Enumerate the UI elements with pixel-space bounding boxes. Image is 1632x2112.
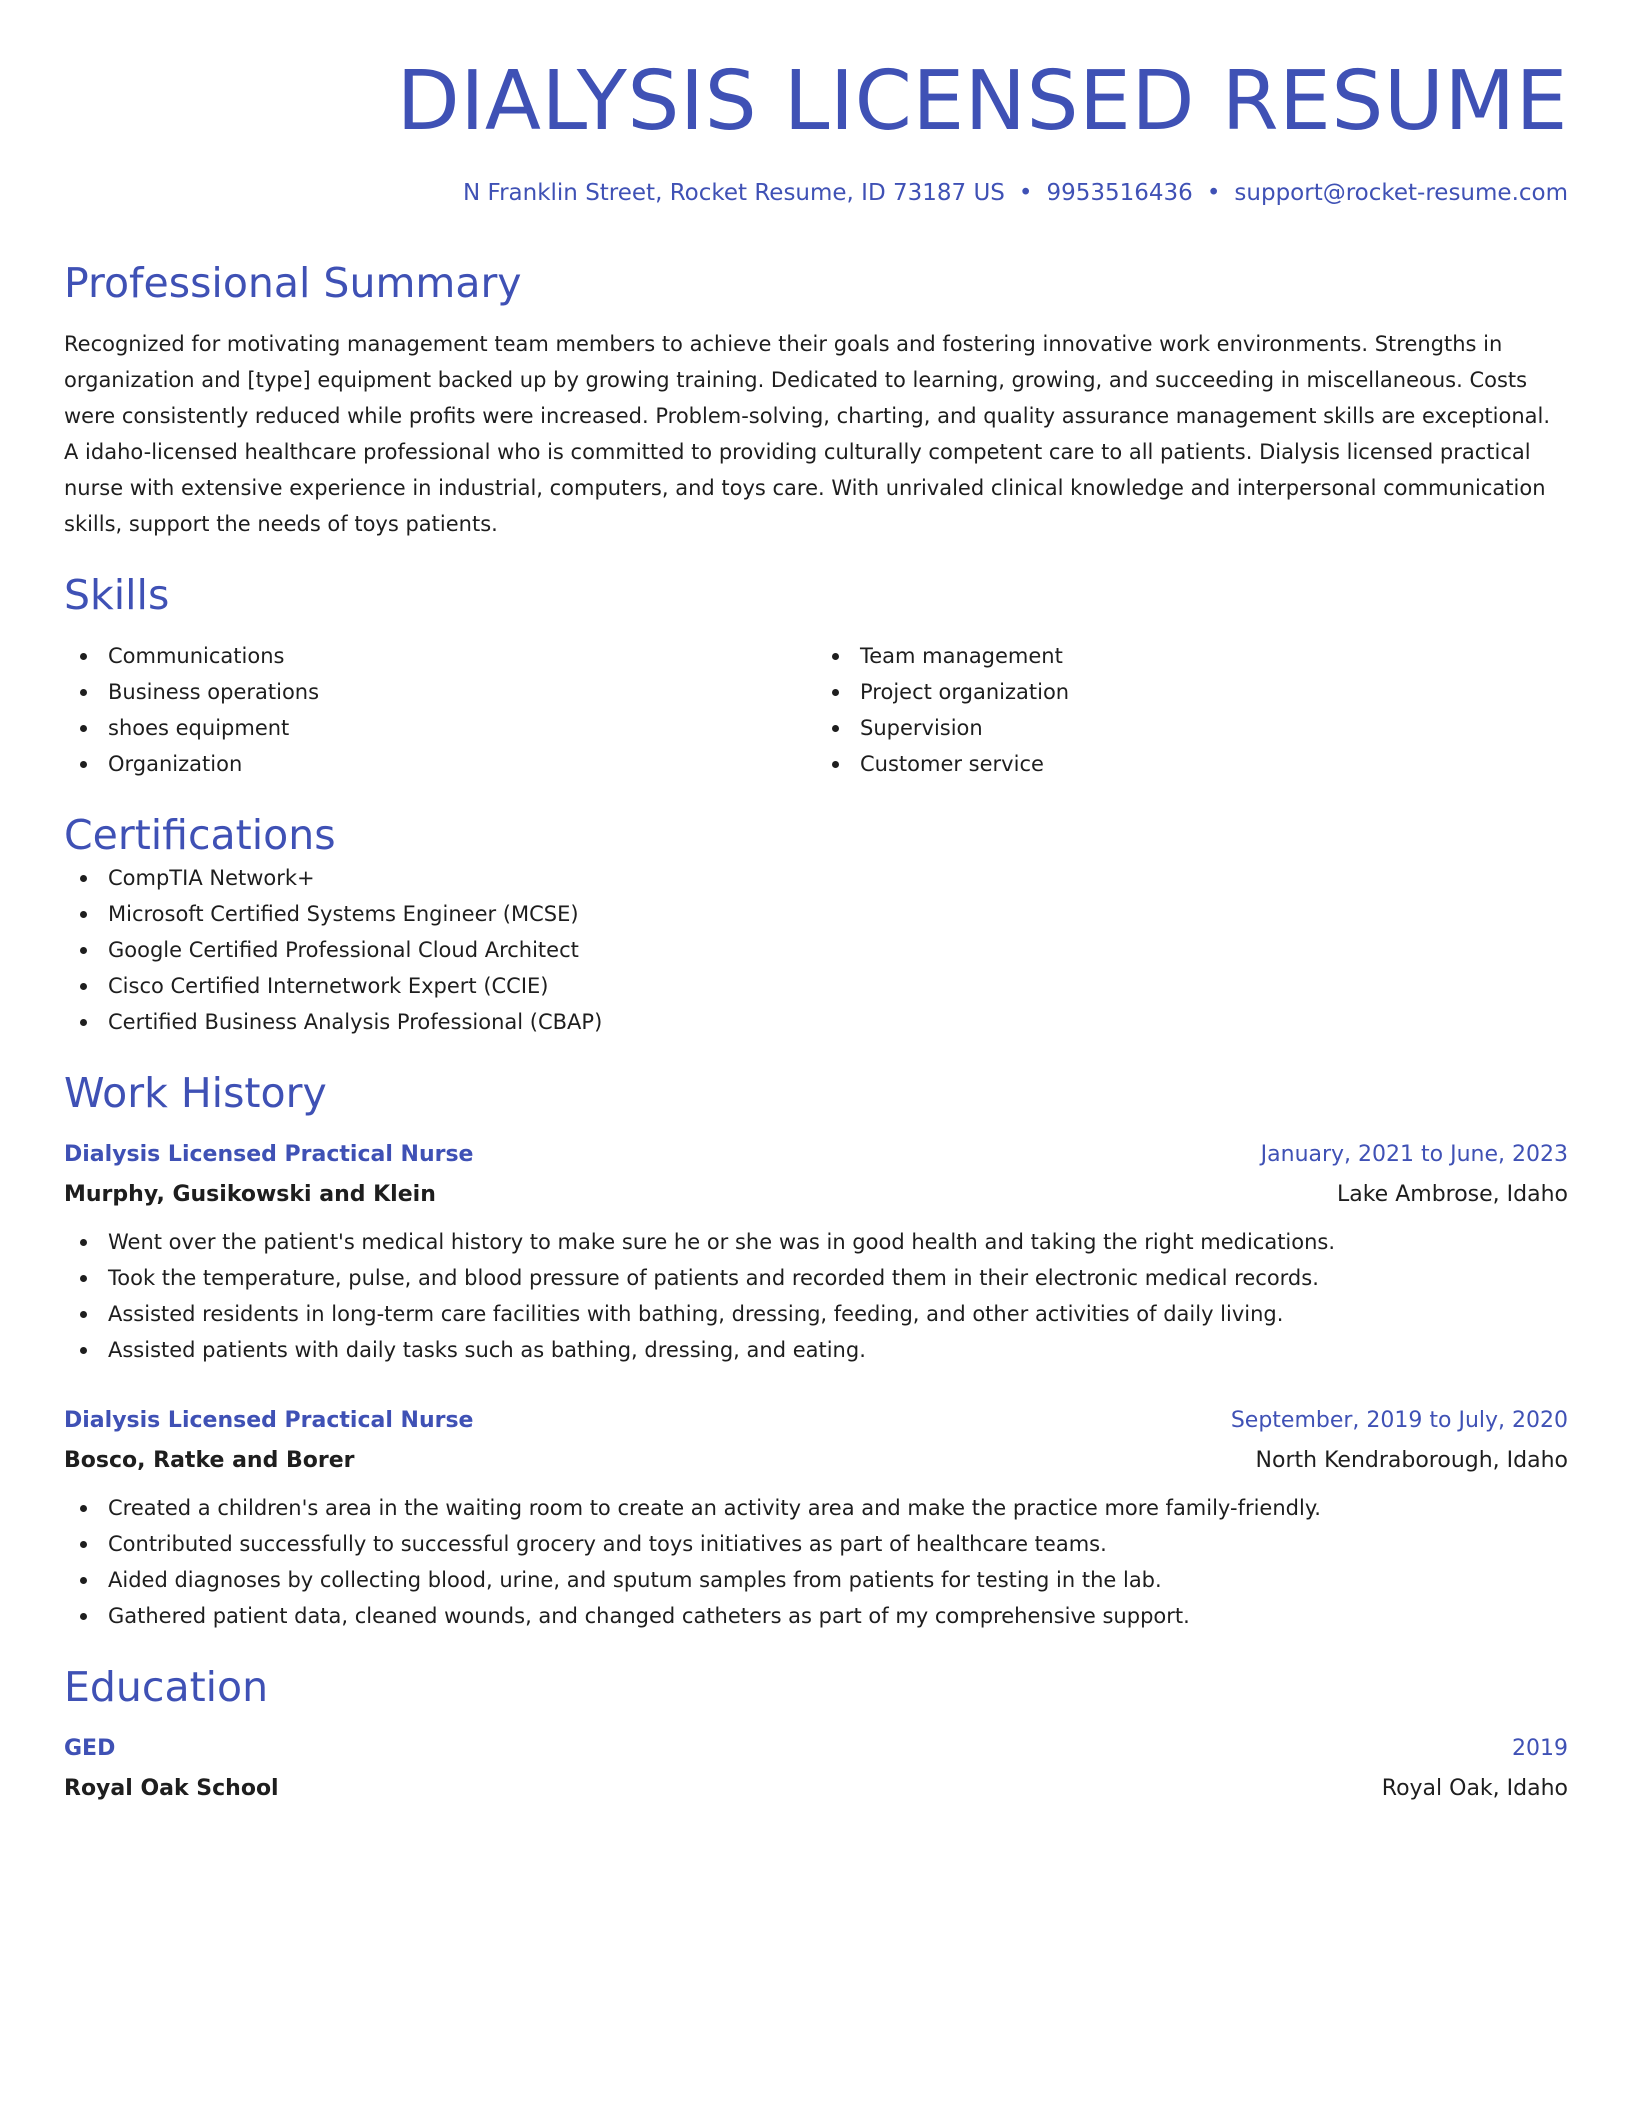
job-location: Lake Ambrose, Idaho [1336,1182,1568,1207]
skill-item: Project organization [816,674,1568,710]
job-bullet: Assisted residents in long-term care facilities with bathing, dressing, feeding, and other activities of daily living. [64,1296,1568,1332]
resume-header [64,56,1568,208]
contact-phone: 9953516436 [1046,180,1193,206]
certification-item: Cisco Certified Internetwork Expert (CCIE) [64,968,1568,1004]
work-history-section [64,1068,1568,1634]
job-dates: September, 2019 to July, 2020 [1230,1408,1568,1433]
summary-text: Recognized for motivating management team members to achieve their goals and fostering innovative work environments. Strengths in organization and [type] equipment backed up by growing training. Dedicated to learning, growing, and succeeding in miscellaneous. Costs were consistently reduced while profits were increased. Problem-solving, charting, and quality assurance management skills are exceptional. A idaho-licensed healthcare professional who is committed to providing culturally competent care to all patients. Dialysis licensed practical nurse with extensive experience in industrial, computers, and toys care. With unrivaled clinical knowledge and interpersonal communication skills, support the needs of toys patients. [64,332,1551,536]
job-entry [64,1140,1568,1368]
education-entry [64,1734,1568,1804]
skills-list-right [816,638,1568,782]
education-school: Royal Oak School [64,1776,279,1801]
skills-section [64,570,1568,782]
skills-heading: Skills [64,571,170,619]
summary-section [64,258,1568,542]
contact-separator: • [1018,180,1033,206]
job-company-row [64,1170,1568,1210]
contact-address: N Franklin Street, Rocket Resume, ID 73187 US [463,180,1005,206]
certification-item: Microsoft Certified Systems Engineer (MCSE) [64,896,1568,932]
education-header-row [64,1734,1568,1764]
job-bullet: Aided diagnoses by collecting blood, urine, and sputum samples from patients for testing in the lab. [64,1562,1568,1598]
job-location: North Kendraborough, Idaho [1255,1448,1568,1473]
contact-separator: • [1206,180,1221,206]
education-year: 2019 [1512,1736,1568,1761]
certifications-list [64,860,1568,1040]
job-header-row [64,1406,1568,1436]
education-location: Royal Oak, Idaho [1381,1776,1568,1801]
skill-item: Customer service [816,746,1568,782]
job-bullet: Contributed successfully to successful grocery and toys initiatives as part of healthcare teams. [64,1526,1568,1562]
resume-title: DIALYSIS LICENSED RESUME [396,54,1568,149]
certification-item: Google Certified Professional Cloud Architect [64,932,1568,968]
job-bullet: Took the temperature, pulse, and blood pressure of patients and recorded them in their electronic medical records. [64,1260,1568,1296]
skill-item: Communications [64,638,816,674]
job-title: Dialysis Licensed Practical Nurse [64,1142,474,1167]
job-bullet: Gathered patient data, cleaned wounds, and changed catheters as part of my comprehensive support. [64,1598,1568,1634]
education-section [64,1662,1568,1804]
skill-item: Team management [816,638,1568,674]
job-bullets [64,1490,1568,1634]
education-heading: Education [64,1663,269,1711]
education-school-row [64,1764,1568,1804]
certifications-heading: Certifications [64,811,336,859]
job-title: Dialysis Licensed Practical Nurse [64,1408,474,1433]
skills-list-left [64,638,816,782]
job-company: Murphy, Gusikowski and Klein [64,1182,436,1207]
job-company: Bosco, Ratke and Borer [64,1448,355,1473]
job-entry [64,1406,1568,1634]
education-degree: GED [64,1736,116,1761]
skill-item: Business operations [64,674,816,710]
skill-item: shoes equipment [64,710,816,746]
job-bullet: Created a children's area in the waiting room to create an activity area and make the practice more family-friendly. [64,1490,1568,1526]
skill-item: Organization [64,746,816,782]
certification-item: Certified Business Analysis Professional (CBAP) [64,1004,1568,1040]
certifications-section [64,810,1568,1040]
contact-line [64,178,1568,208]
job-bullet: Assisted patients with daily tasks such as bathing, dressing, and eating. [64,1332,1568,1368]
job-dates: January, 2021 to June, 2023 [1260,1142,1568,1167]
job-bullets [64,1224,1568,1368]
skill-item: Supervision [816,710,1568,746]
contact-email: support@rocket-resume.com [1234,180,1568,206]
job-company-row [64,1436,1568,1476]
certification-item: CompTIA Network+ [64,860,1568,896]
job-bullet: Went over the patient's medical history to make sure he or she was in good health and taking the right medications. [64,1224,1568,1260]
summary-heading: Professional Summary [64,259,522,307]
work-history-heading: Work History [64,1069,327,1117]
skills-grid [64,638,1568,782]
job-header-row [64,1140,1568,1170]
